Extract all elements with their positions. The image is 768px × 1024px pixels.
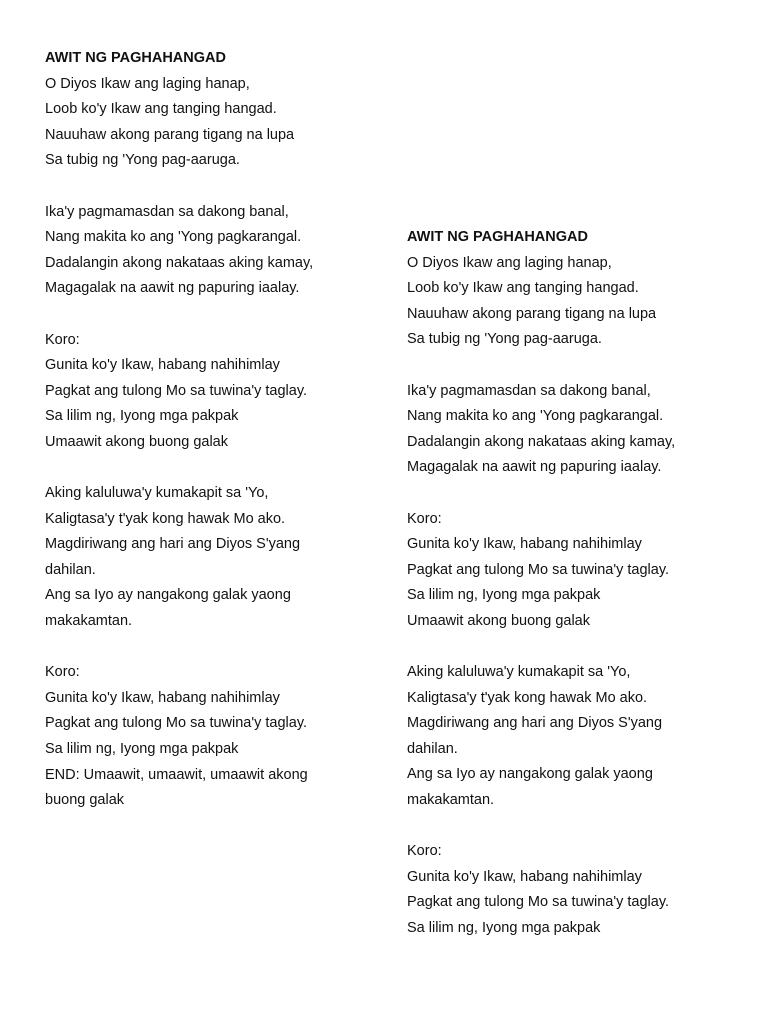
lyric-line: Koro: — [407, 843, 442, 860]
song-title: AWIT NG PAGHAHANGAD — [45, 50, 226, 66]
lyric-line: Koro: — [45, 331, 80, 348]
stanza-gap — [45, 635, 385, 661]
lyric-line: Ika'y pagmamasdan sa dakong banal, — [407, 382, 651, 399]
lyric-line: Gunita ko'y Ikaw, habang nahihimlay — [407, 868, 642, 885]
lyric-line: Magdiriwang ang hari ang Diyos S'yang — [45, 536, 301, 553]
lyric-line: Dadalangin akong nakataas aking kamay, — [407, 433, 676, 450]
lyric-line: Koro: — [45, 664, 80, 681]
lyric-line: Umaawit akong buong galak — [45, 433, 228, 450]
lyric-line: Pagkat ang tulong Mo sa tuwina'y taglay. — [407, 561, 670, 578]
lyric-line: Pagkat ang tulong Mo sa tuwina'y taglay. — [45, 715, 308, 732]
lyric-line: Aking kaluluwa'y kumakapit sa 'Yo, — [45, 485, 269, 502]
lyric-line: buong galak — [45, 792, 125, 809]
lyrics-column-left — [45, 46, 385, 814]
stanza-gap — [407, 353, 747, 379]
stanza-gap — [407, 481, 747, 507]
lyric-line: Pagkat ang tulong Mo sa tuwina'y taglay. — [45, 382, 308, 399]
lyric-line: makakamtan. — [407, 792, 495, 809]
lyric-line: dahilan. — [45, 561, 96, 578]
lyric-line: dahilan. — [407, 740, 458, 757]
lyric-line: Gunita ko'y Ikaw, habang nahihimlay — [45, 689, 280, 706]
lyric-line: Loob ko'y Ikaw ang tanging hangad. — [45, 101, 277, 118]
lyric-line: Dadalangin akong nakataas aking kamay, — [45, 254, 314, 271]
stanza-gap — [45, 174, 385, 200]
lyric-line: Ang sa Iyo ay nangakong galak yaong — [45, 587, 291, 604]
lyrics-lines — [45, 72, 385, 814]
lyric-line: Loob ko'y Ikaw ang tanging hangad. — [407, 280, 639, 297]
lyric-line: Kaligtasa'y t'yak kong hawak Mo ako. — [45, 510, 286, 527]
lyric-line: Sa tubig ng 'Yong pag-aaruga. — [407, 331, 602, 348]
lyric-line: Nauuhaw akong parang tigang na lupa — [407, 305, 657, 322]
lyric-line: Nang makita ko ang 'Yong pagkarangal. — [45, 229, 302, 246]
lyric-line: Sa lilim ng, Iyong mga pakpak — [45, 408, 239, 425]
lyric-line: Ang sa Iyo ay nangakong galak yaong — [407, 766, 653, 783]
lyric-line: makakamtan. — [45, 613, 133, 630]
lyric-line: END: Umaawit, umaawit, umaawit akong — [45, 766, 308, 783]
lyric-line: Gunita ko'y Ikaw, habang nahihimlay — [407, 536, 642, 553]
lyric-line: Ika'y pagmamasdan sa dakong banal, — [45, 203, 289, 220]
lyric-line: O Diyos Ikaw ang laging hanap, — [45, 75, 250, 92]
lyric-line: Gunita ko'y Ikaw, habang nahihimlay — [45, 357, 280, 374]
stanza-gap — [45, 456, 385, 482]
lyric-line: Sa lilim ng, Iyong mga pakpak — [45, 741, 239, 758]
stanza-gap — [45, 302, 385, 328]
lyric-line: Magdiriwang ang hari ang Diyos S'yang — [407, 715, 663, 732]
lyric-line: Magagalak na aawit ng papuring iaalay. — [45, 280, 300, 297]
stanza-gap — [407, 635, 747, 661]
lyric-line: Magagalak na aawit ng papuring iaalay. — [407, 459, 662, 476]
lyric-line: O Diyos Ikaw ang laging hanap, — [407, 254, 612, 271]
stanza-gap — [407, 814, 747, 840]
lyric-line: Umaawit akong buong galak — [407, 612, 590, 629]
lyric-line: Pagkat ang tulong Mo sa tuwina'y taglay. — [407, 894, 670, 911]
lyric-line: Koro: — [407, 510, 442, 527]
lyric-line: Sa lilim ng, Iyong mga pakpak — [407, 587, 601, 604]
song-title: AWIT NG PAGHAHANGAD — [407, 229, 588, 245]
lyric-line: Sa lilim ng, Iyong mga pakpak — [407, 920, 601, 937]
lyrics-lines — [407, 251, 747, 942]
lyrics-column-right — [407, 225, 747, 942]
lyric-line: Nang makita ko ang 'Yong pagkarangal. — [407, 408, 664, 425]
lyric-line: Sa tubig ng 'Yong pag-aaruga. — [45, 152, 240, 169]
lyric-line: Aking kaluluwa'y kumakapit sa 'Yo, — [407, 664, 631, 681]
lyric-line: Kaligtasa'y t'yak kong hawak Mo ako. — [407, 689, 648, 706]
lyric-line: Nauuhaw akong parang tigang na lupa — [45, 126, 295, 143]
